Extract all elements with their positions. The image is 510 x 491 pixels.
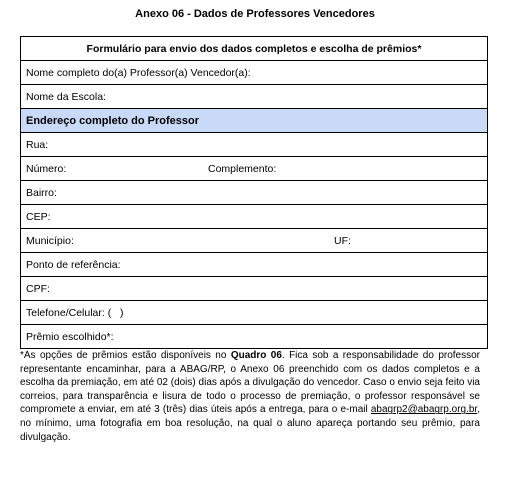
phone-field[interactable]: Telefone/Celular: ( ) [21,301,488,325]
footnote-part2: . Fica sob a responsabilidade do professor representante encaminhar, para a ABAG/RP, o Anexo 06 preenchido com os dados completos e a escolha da premiação, em até 02 (dois) dias após a divulgação do vencedor. Caso o envio seja feito via correios, para transparência e lisura de todo o processo de premiação, o professor responsável se compromete a enviar, em até 3 (três) dias úteis após a entrega, para o e-mail [20,350,480,416]
number-complement-cell [21,157,488,181]
cpf-field[interactable]: CPF: [21,277,488,301]
teacher-name-field[interactable]: Nome completo do(a) Professor(a) Vencedor(a): [21,61,488,85]
neighborhood-field[interactable]: Bairro: [21,181,488,205]
street-field[interactable]: Rua: [21,133,488,157]
teacher-name-row [21,61,488,85]
form-header-row [21,37,488,61]
prize-row [21,325,488,349]
document-title: Anexo 06 - Dados de Professores Vencedores [135,8,375,20]
zip-field[interactable]: CEP: [21,205,488,229]
neighborhood-row [21,181,488,205]
street-row [21,133,488,157]
city-state-cell [21,229,488,253]
zip-row [21,205,488,229]
footnote [20,349,480,444]
footnote-email-link[interactable]: abagrp2@abagrp.org.br [370,404,478,416]
prize-field[interactable]: Prêmio escolhido*: [21,325,488,349]
teacher-data-form [20,36,488,349]
address-section-row [21,109,488,133]
reference-field[interactable]: Ponto de referência: [21,253,488,277]
footnote-part1: *As opções de prêmios estão disponíveis no [20,350,231,361]
number-field[interactable]: Número: [26,162,67,175]
city-state-row [21,229,488,253]
number-complement-row [21,157,488,181]
cpf-row [21,277,488,301]
footnote-part3: , no mínimo, uma fotografia em boa resolução, na qual o aluno apareça portando seu prêmio, para divulgação. [20,404,480,443]
state-field[interactable]: UF: [334,234,351,247]
form-header: Formulário para envio dos dados completos e escolha de prêmios* [21,37,488,61]
footnote-bold: Quadro 06 [230,350,282,361]
school-name-field[interactable]: Nome da Escola: [21,85,488,109]
reference-row [21,253,488,277]
school-name-row [21,85,488,109]
address-section-title: Endereço completo do Professor [21,109,488,133]
phone-row [21,301,488,325]
complement-field[interactable]: Complemento: [208,162,277,175]
city-field[interactable]: Município: [26,234,74,247]
